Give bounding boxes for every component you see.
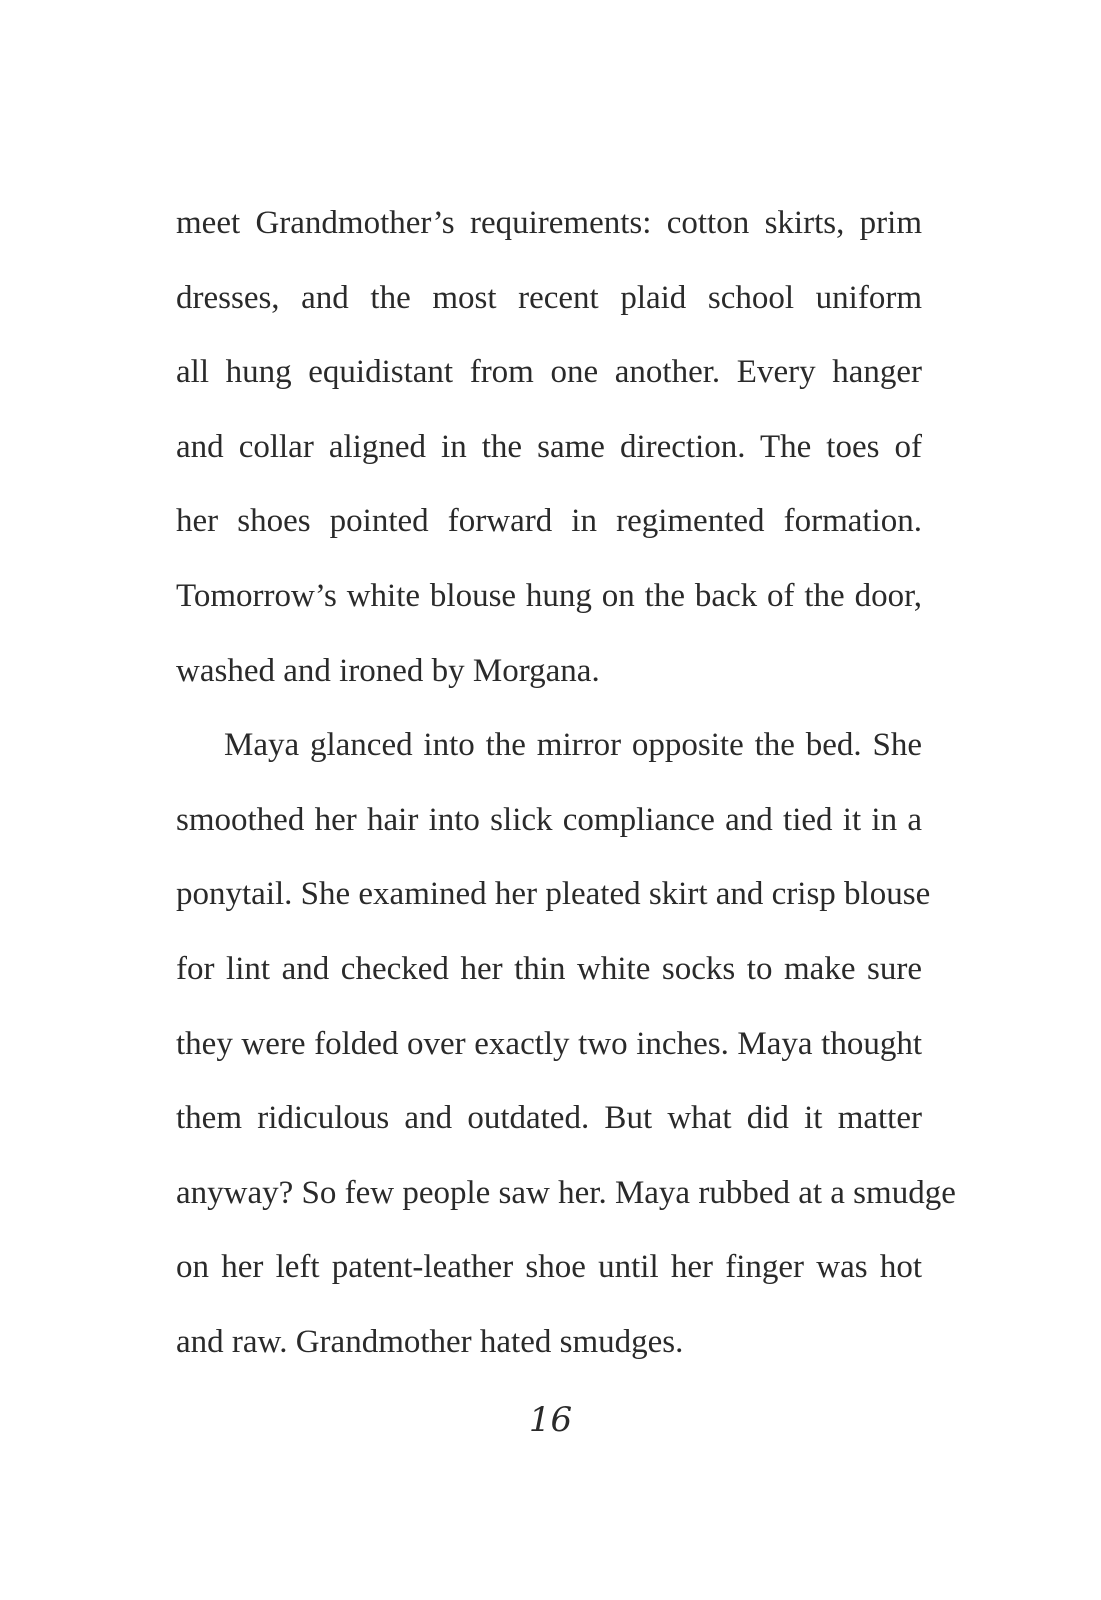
text-line: for lint and checked her thin white socks to make sure	[176, 950, 922, 987]
text-line: smoothed her hair into slick compliance and tied it in a	[176, 801, 922, 838]
text-line: and raw. Grandmother hated smudges.	[176, 1323, 684, 1360]
text-line: ponytail. She examined her pleated skirt and crisp blouse	[176, 876, 931, 913]
text-line: her shoes pointed forward in regimented formation.	[176, 503, 922, 540]
paragraph-1	[176, 186, 922, 708]
text-line: Tomorrow’s white blouse hung on the back of the door,	[176, 577, 922, 614]
text-line: them ridiculous and outdated. But what did it matter	[176, 1100, 922, 1137]
text-line: on her left patent-leather shoe until her finger was hot	[176, 1249, 922, 1286]
text-line: dresses, and the most recent plaid school uniform	[176, 279, 922, 316]
text-line: Maya glanced into the mirror opposite the bed. She	[224, 727, 922, 764]
text-line: anyway? So few people saw her. Maya rubbed at a smudge	[176, 1174, 956, 1211]
text-line: washed and ironed by Morgana.	[176, 652, 600, 689]
paragraph-2	[176, 708, 956, 1379]
body-text	[176, 186, 956, 1380]
text-line: meet Grandmother’s requirements: cotton skirts, prim	[176, 205, 922, 241]
text-line: they were folded over exactly two inches. Maya thought	[176, 1025, 922, 1062]
text-line: all hung equidistant from one another. Every hanger	[176, 354, 922, 391]
page-number: 16	[528, 1400, 573, 1440]
text-line: and collar aligned in the same direction. The toes of	[176, 428, 922, 465]
